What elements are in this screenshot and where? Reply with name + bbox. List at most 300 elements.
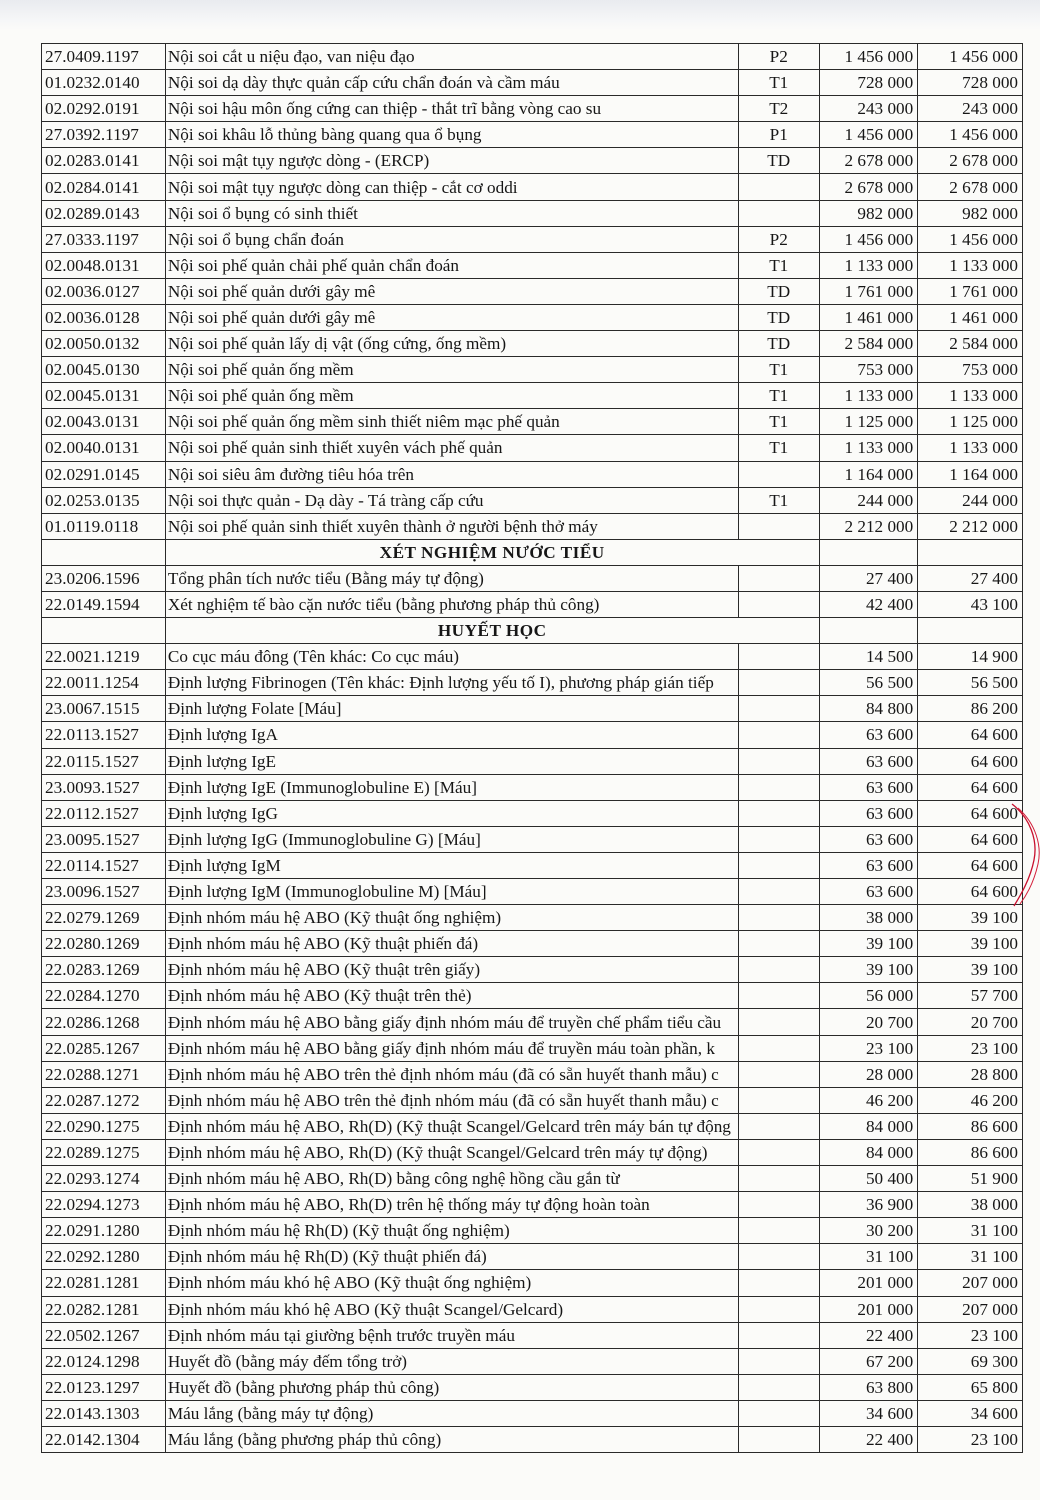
price-table-body [42, 44, 1023, 1453]
price-1-cell: 42 400 [819, 591, 918, 617]
service-code-cell: 02.0040.0131 [42, 435, 166, 461]
service-type-cell [738, 1087, 819, 1113]
table-row [42, 174, 1023, 200]
service-code-cell: 22.0143.1303 [42, 1400, 166, 1426]
price-1-cell: 84 000 [819, 1113, 918, 1139]
price-1-cell: 63 600 [819, 722, 918, 748]
table-row [42, 905, 1023, 931]
price-2-cell: 39 100 [918, 905, 1023, 931]
service-name-cell: Định lượng Folate [Máu] [165, 696, 738, 722]
service-code-cell: 22.0291.1280 [42, 1218, 166, 1244]
table-row [42, 200, 1023, 226]
section-price1-cell [819, 539, 918, 565]
service-type-cell: P2 [738, 44, 819, 70]
service-name-cell: Định nhóm máu hệ ABO, Rh(D) (Kỹ thuật Scangel/Gelcard trên máy bán tự động [165, 1113, 738, 1139]
price-1-cell: 2 678 000 [819, 148, 918, 174]
service-type-cell [738, 1426, 819, 1452]
service-type-cell: TD [738, 304, 819, 330]
table-row [42, 1139, 1023, 1165]
service-name-cell: Định nhóm máu hệ ABO (Kỹ thuật phiến đá) [165, 931, 738, 957]
table-row [42, 1426, 1023, 1452]
section-price1-cell [819, 618, 918, 644]
price-2-cell: 1 461 000 [918, 304, 1023, 330]
table-row [42, 1296, 1023, 1322]
table-row [42, 983, 1023, 1009]
service-code-cell: 22.0288.1271 [42, 1061, 166, 1087]
price-1-cell: 63 600 [819, 748, 918, 774]
service-code-cell: 02.0289.0143 [42, 200, 166, 226]
table-row [42, 1035, 1023, 1061]
service-code-cell: 22.0124.1298 [42, 1348, 166, 1374]
price-1-cell: 728 000 [819, 70, 918, 96]
service-type-cell [738, 1400, 819, 1426]
service-type-cell: T1 [738, 409, 819, 435]
price-2-cell: 1 125 000 [918, 409, 1023, 435]
price-1-cell: 50 400 [819, 1166, 918, 1192]
price-2-cell: 2 584 000 [918, 331, 1023, 357]
service-type-cell: TD [738, 278, 819, 304]
price-1-cell: 1 461 000 [819, 304, 918, 330]
price-2-cell: 1 456 000 [918, 44, 1023, 70]
table-row [42, 96, 1023, 122]
service-name-cell: Định nhóm máu hệ ABO (Kỹ thuật trên thẻ) [165, 983, 738, 1009]
price-1-cell: 46 200 [819, 1087, 918, 1113]
table-row [42, 487, 1023, 513]
service-code-cell: 22.0285.1267 [42, 1035, 166, 1061]
price-2-cell: 86 600 [918, 1139, 1023, 1165]
price-2-cell: 64 600 [918, 826, 1023, 852]
service-code-cell: 22.0293.1274 [42, 1166, 166, 1192]
price-1-cell: 67 200 [819, 1348, 918, 1374]
price-2-cell: 1 133 000 [918, 383, 1023, 409]
service-name-cell: Định lượng IgM (Immunoglobuline M) [Máu] [165, 879, 738, 905]
price-2-cell: 1 133 000 [918, 435, 1023, 461]
price-1-cell: 63 600 [819, 852, 918, 878]
price-2-cell: 2 678 000 [918, 174, 1023, 200]
price-2-cell: 207 000 [918, 1296, 1023, 1322]
table-row [42, 461, 1023, 487]
price-1-cell: 1 456 000 [819, 122, 918, 148]
service-name-cell: Nội soi phế quản chải phế quản chẩn đoán [165, 252, 738, 278]
service-type-cell: T1 [738, 70, 819, 96]
price-2-cell: 20 700 [918, 1009, 1023, 1035]
service-name-cell: Định lượng IgG [165, 800, 738, 826]
table-row [42, 70, 1023, 96]
service-code-cell: 22.0292.1280 [42, 1244, 166, 1270]
price-1-cell: 34 600 [819, 1400, 918, 1426]
service-type-cell [738, 905, 819, 931]
table-row [42, 331, 1023, 357]
price-1-cell: 2 212 000 [819, 513, 918, 539]
service-type-cell: T1 [738, 435, 819, 461]
table-row [42, 383, 1023, 409]
service-type-cell [738, 879, 819, 905]
service-code-cell: 23.0093.1527 [42, 774, 166, 800]
section-price2-cell [918, 618, 1023, 644]
service-name-cell: Nội soi khâu lỗ thủng bàng quang qua ổ bụng [165, 122, 738, 148]
table-row [42, 122, 1023, 148]
price-1-cell: 1 133 000 [819, 252, 918, 278]
service-type-cell [738, 1218, 819, 1244]
service-type-cell [738, 1296, 819, 1322]
table-row [42, 722, 1023, 748]
section-header-row [42, 618, 1023, 644]
service-name-cell: Định nhóm máu hệ Rh(D) (Kỹ thuật phiến đá) [165, 1244, 738, 1270]
service-name-cell: Định lượng IgE (Immunoglobuline E) [Máu] [165, 774, 738, 800]
price-1-cell: 1 456 000 [819, 226, 918, 252]
service-type-cell [738, 1035, 819, 1061]
price-1-cell: 1 133 000 [819, 435, 918, 461]
service-code-cell: 02.0050.0132 [42, 331, 166, 357]
service-code-cell: 22.0281.1281 [42, 1270, 166, 1296]
table-row [42, 748, 1023, 774]
service-code-cell: 22.0290.1275 [42, 1113, 166, 1139]
price-2-cell: 64 600 [918, 800, 1023, 826]
price-2-cell: 982 000 [918, 200, 1023, 226]
price-2-cell: 86 200 [918, 696, 1023, 722]
service-name-cell: Định nhóm máu hệ ABO (Kỹ thuật trên giấy) [165, 957, 738, 983]
table-row [42, 148, 1023, 174]
price-2-cell: 64 600 [918, 748, 1023, 774]
service-code-cell: 01.0232.0140 [42, 70, 166, 96]
price-1-cell: 1 125 000 [819, 409, 918, 435]
price-1-cell: 63 600 [819, 826, 918, 852]
service-code-cell: 22.0289.1275 [42, 1139, 166, 1165]
service-type-cell [738, 1348, 819, 1374]
price-2-cell: 34 600 [918, 1400, 1023, 1426]
table-row [42, 357, 1023, 383]
price-1-cell: 63 600 [819, 800, 918, 826]
service-type-cell [738, 957, 819, 983]
service-code-cell: 02.0045.0131 [42, 383, 166, 409]
service-type-cell [738, 1113, 819, 1139]
service-code-cell: 22.0149.1594 [42, 591, 166, 617]
price-1-cell: 84 800 [819, 696, 918, 722]
service-type-cell [738, 1166, 819, 1192]
service-name-cell: Co cục máu đông (Tên khác: Co cục máu) [165, 644, 738, 670]
service-type-cell [738, 774, 819, 800]
table-row [42, 44, 1023, 70]
service-name-cell: Nội soi mật tụy ngược dòng can thiệp - cắt cơ oddi [165, 174, 738, 200]
service-code-cell: 22.0114.1527 [42, 852, 166, 878]
price-1-cell: 23 100 [819, 1035, 918, 1061]
price-2-cell: 23 100 [918, 1322, 1023, 1348]
scan-edge-shadow [0, 0, 1040, 30]
price-1-cell: 2 678 000 [819, 174, 918, 200]
table-row [42, 1270, 1023, 1296]
service-type-cell: TD [738, 148, 819, 174]
section-code-cell [42, 618, 166, 644]
table-row [42, 435, 1023, 461]
service-code-cell: 23.0096.1527 [42, 879, 166, 905]
service-name-cell: Nội soi cắt u niệu đạo, van niệu đạo [165, 44, 738, 70]
price-2-cell: 1 164 000 [918, 461, 1023, 487]
table-row [42, 1374, 1023, 1400]
table-row [42, 800, 1023, 826]
table-row [42, 696, 1023, 722]
service-type-cell [738, 591, 819, 617]
service-code-cell: 22.0142.1304 [42, 1426, 166, 1452]
price-2-cell: 1 456 000 [918, 122, 1023, 148]
price-2-cell: 57 700 [918, 983, 1023, 1009]
service-name-cell: Định nhóm máu khó hệ ABO (Kỹ thuật Scangel/Gelcard) [165, 1296, 738, 1322]
service-type-cell: P1 [738, 122, 819, 148]
service-name-cell: Định nhóm máu hệ ABO, Rh(D) bằng công nghệ hồng cầu gắn từ [165, 1166, 738, 1192]
service-type-cell [738, 983, 819, 1009]
table-row [42, 565, 1023, 591]
price-2-cell: 86 600 [918, 1113, 1023, 1139]
price-1-cell: 201 000 [819, 1270, 918, 1296]
service-name-cell: Định nhóm máu hệ Rh(D) (Kỹ thuật ống nghiệm) [165, 1218, 738, 1244]
price-1-cell: 56 000 [819, 983, 918, 1009]
service-type-cell: T1 [738, 357, 819, 383]
service-type-cell [738, 1192, 819, 1218]
price-2-cell: 243 000 [918, 96, 1023, 122]
price-1-cell: 63 800 [819, 1374, 918, 1400]
section-code-cell [42, 539, 166, 565]
table-row [42, 1192, 1023, 1218]
service-code-cell: 22.0112.1527 [42, 800, 166, 826]
service-type-cell: T1 [738, 252, 819, 278]
price-1-cell: 982 000 [819, 200, 918, 226]
table-row [42, 852, 1023, 878]
service-code-cell: 22.0011.1254 [42, 670, 166, 696]
service-code-cell: 27.0392.1197 [42, 122, 166, 148]
service-name-cell: Nội soi phế quản dưới gây mê [165, 304, 738, 330]
price-1-cell: 28 000 [819, 1061, 918, 1087]
price-2-cell: 69 300 [918, 1348, 1023, 1374]
price-2-cell: 64 600 [918, 722, 1023, 748]
price-1-cell: 38 000 [819, 905, 918, 931]
price-2-cell: 23 100 [918, 1035, 1023, 1061]
table-row [42, 1400, 1023, 1426]
price-1-cell: 56 500 [819, 670, 918, 696]
service-name-cell: Nội soi mật tụy ngược dòng - (ERCP) [165, 148, 738, 174]
price-2-cell: 65 800 [918, 1374, 1023, 1400]
price-2-cell: 31 100 [918, 1218, 1023, 1244]
service-name-cell: Nội soi dạ dày thực quản cấp cứu chẩn đoán và cầm máu [165, 70, 738, 96]
price-2-cell: 46 200 [918, 1087, 1023, 1113]
price-1-cell: 243 000 [819, 96, 918, 122]
table-row [42, 304, 1023, 330]
service-name-cell: Huyết đồ (bằng máy đếm tổng trở) [165, 1348, 738, 1374]
service-code-cell: 22.0113.1527 [42, 722, 166, 748]
section-title: XÉT NGHIỆM NƯỚC TIỂU [165, 539, 819, 565]
red-ink-mark [1008, 800, 1040, 910]
service-code-cell: 02.0045.0130 [42, 357, 166, 383]
service-name-cell: Định nhóm máu khó hệ ABO (Kỹ thuật ống nghiệm) [165, 1270, 738, 1296]
price-1-cell: 1 761 000 [819, 278, 918, 304]
service-code-cell: 22.0283.1269 [42, 957, 166, 983]
service-type-cell [738, 800, 819, 826]
service-type-cell [738, 748, 819, 774]
service-code-cell: 02.0291.0145 [42, 461, 166, 487]
service-code-cell: 22.0282.1281 [42, 1296, 166, 1322]
service-type-cell [738, 1374, 819, 1400]
service-name-cell: Xét nghiệm tế bào cặn nước tiểu (bằng phương pháp thủ công) [165, 591, 738, 617]
service-type-cell [738, 1244, 819, 1270]
price-2-cell: 38 000 [918, 1192, 1023, 1218]
service-name-cell: Nội soi hậu môn ống cứng can thiệp - thắt trĩ bằng vòng cao su [165, 96, 738, 122]
price-2-cell: 1 133 000 [918, 252, 1023, 278]
service-name-cell: Định lượng Fibrinogen (Tên khác: Định lượng yếu tố I), phương pháp gián tiếp [165, 670, 738, 696]
service-name-cell: Nội soi phế quản ống mềm [165, 357, 738, 383]
table-row [42, 1322, 1023, 1348]
service-type-cell [738, 513, 819, 539]
price-1-cell: 244 000 [819, 487, 918, 513]
service-name-cell: Nội soi phế quản ống mềm [165, 383, 738, 409]
service-code-cell: 02.0043.0131 [42, 409, 166, 435]
price-2-cell: 14 900 [918, 644, 1023, 670]
price-1-cell: 36 900 [819, 1192, 918, 1218]
service-code-cell: 22.0115.1527 [42, 748, 166, 774]
price-1-cell: 2 584 000 [819, 331, 918, 357]
price-2-cell: 27 400 [918, 565, 1023, 591]
service-name-cell: Nội soi phế quản sinh thiết xuyên vách phế quản [165, 435, 738, 461]
table-row [42, 513, 1023, 539]
service-name-cell: Nội soi ổ bụng có sinh thiết [165, 200, 738, 226]
service-code-cell: 01.0119.0118 [42, 513, 166, 539]
table-row [42, 409, 1023, 435]
service-code-cell: 02.0253.0135 [42, 487, 166, 513]
service-name-cell: Nội soi phế quản lấy dị vật (ống cứng, ống mềm) [165, 331, 738, 357]
price-table [41, 43, 1023, 1453]
table-row [42, 644, 1023, 670]
service-name-cell: Nội soi siêu âm đường tiêu hóa trên [165, 461, 738, 487]
price-1-cell: 201 000 [819, 1296, 918, 1322]
price-1-cell: 63 600 [819, 879, 918, 905]
price-2-cell: 39 100 [918, 931, 1023, 957]
section-title: HUYẾT HỌC [165, 618, 819, 644]
service-name-cell: Định lượng IgA [165, 722, 738, 748]
service-code-cell: 22.0279.1269 [42, 905, 166, 931]
table-row [42, 278, 1023, 304]
price-1-cell: 14 500 [819, 644, 918, 670]
service-code-cell: 02.0036.0127 [42, 278, 166, 304]
price-2-cell: 207 000 [918, 1270, 1023, 1296]
service-name-cell: Định nhóm máu hệ ABO, Rh(D) trên hệ thống máy tự động hoàn toàn [165, 1192, 738, 1218]
service-name-cell: Nội soi thực quản - Dạ dày - Tá tràng cấp cứu [165, 487, 738, 513]
service-type-cell [738, 461, 819, 487]
price-1-cell: 22 400 [819, 1322, 918, 1348]
price-1-cell: 39 100 [819, 957, 918, 983]
service-type-cell [738, 200, 819, 226]
service-code-cell: 22.0286.1268 [42, 1009, 166, 1035]
service-code-cell: 22.0021.1219 [42, 644, 166, 670]
price-1-cell: 63 600 [819, 774, 918, 800]
section-header-row [42, 539, 1023, 565]
service-type-cell [738, 174, 819, 200]
service-type-cell [738, 696, 819, 722]
service-code-cell: 22.0294.1273 [42, 1192, 166, 1218]
service-name-cell: Định nhóm máu hệ ABO, Rh(D) (Kỹ thuật Scangel/Gelcard trên máy tự động) [165, 1139, 738, 1165]
service-name-cell: Định nhóm máu hệ ABO (Kỹ thuật ống nghiệm) [165, 905, 738, 931]
service-name-cell: Định lượng IgG (Immunoglobuline G) [Máu] [165, 826, 738, 852]
service-type-cell [738, 644, 819, 670]
price-2-cell: 56 500 [918, 670, 1023, 696]
service-name-cell: Nội soi phế quản sinh thiết xuyên thành ở người bệnh thở máy [165, 513, 738, 539]
price-1-cell: 84 000 [819, 1139, 918, 1165]
service-name-cell: Nội soi ổ bụng chẩn đoán [165, 226, 738, 252]
service-type-cell [738, 1139, 819, 1165]
price-1-cell: 753 000 [819, 357, 918, 383]
service-type-cell: P2 [738, 226, 819, 252]
service-code-cell: 02.0036.0128 [42, 304, 166, 330]
table-row [42, 826, 1023, 852]
service-type-cell [738, 565, 819, 591]
price-2-cell: 43 100 [918, 591, 1023, 617]
table-row [42, 957, 1023, 983]
service-code-cell: 02.0292.0191 [42, 96, 166, 122]
table-row [42, 591, 1023, 617]
price-2-cell: 31 100 [918, 1244, 1023, 1270]
service-name-cell: Định nhóm máu hệ ABO trên thẻ định nhóm máu (đã có sẵn huyết thanh mẫu) c [165, 1061, 738, 1087]
service-type-cell [738, 1061, 819, 1087]
service-name-cell: Định lượng IgM [165, 852, 738, 878]
service-name-cell: Định lượng IgE [165, 748, 738, 774]
price-2-cell: 51 900 [918, 1166, 1023, 1192]
price-2-cell: 753 000 [918, 357, 1023, 383]
table-row [42, 252, 1023, 278]
section-price2-cell [918, 539, 1023, 565]
service-code-cell: 02.0048.0131 [42, 252, 166, 278]
service-code-cell: 22.0287.1272 [42, 1087, 166, 1113]
price-2-cell: 244 000 [918, 487, 1023, 513]
table-row [42, 1244, 1023, 1270]
price-2-cell: 64 600 [918, 852, 1023, 878]
price-2-cell: 1 456 000 [918, 226, 1023, 252]
price-2-cell: 23 100 [918, 1426, 1023, 1452]
service-name-cell: Tổng phân tích nước tiểu (Bằng máy tự động) [165, 565, 738, 591]
service-code-cell: 23.0067.1515 [42, 696, 166, 722]
service-name-cell: Máu lắng (bằng máy tự động) [165, 1400, 738, 1426]
price-1-cell: 30 200 [819, 1218, 918, 1244]
price-1-cell: 20 700 [819, 1009, 918, 1035]
service-code-cell: 27.0409.1197 [42, 44, 166, 70]
price-2-cell: 28 800 [918, 1061, 1023, 1087]
price-1-cell: 1 456 000 [819, 44, 918, 70]
price-1-cell: 22 400 [819, 1426, 918, 1452]
price-2-cell: 64 600 [918, 774, 1023, 800]
table-row [42, 226, 1023, 252]
service-name-cell: Huyết đồ (bằng phương pháp thủ công) [165, 1374, 738, 1400]
service-name-cell: Nội soi phế quản dưới gây mê [165, 278, 738, 304]
table-row [42, 774, 1023, 800]
service-code-cell: 22.0123.1297 [42, 1374, 166, 1400]
price-1-cell: 31 100 [819, 1244, 918, 1270]
price-2-cell: 1 761 000 [918, 278, 1023, 304]
service-type-cell [738, 1009, 819, 1035]
table-row [42, 1218, 1023, 1244]
table-row [42, 1087, 1023, 1113]
service-code-cell: 23.0206.1596 [42, 565, 166, 591]
service-name-cell: Định nhóm máu hệ ABO bằng giấy định nhóm máu để truyền chế phẩm tiểu cầu [165, 1009, 738, 1035]
service-type-cell: T2 [738, 96, 819, 122]
service-name-cell: Máu lắng (bằng phương pháp thủ công) [165, 1426, 738, 1452]
service-name-cell: Định nhóm máu hệ ABO bằng giấy định nhóm máu để truyền máu toàn phần, k [165, 1035, 738, 1061]
service-type-cell [738, 931, 819, 957]
price-2-cell: 728 000 [918, 70, 1023, 96]
service-type-cell: T1 [738, 487, 819, 513]
service-name-cell: Định nhóm máu tại giường bệnh trước truyền máu [165, 1322, 738, 1348]
service-type-cell [738, 852, 819, 878]
service-code-cell: 22.0280.1269 [42, 931, 166, 957]
service-code-cell: 02.0284.0141 [42, 174, 166, 200]
table-row [42, 1061, 1023, 1087]
price-2-cell: 2 212 000 [918, 513, 1023, 539]
table-row [42, 1113, 1023, 1139]
table-row [42, 931, 1023, 957]
